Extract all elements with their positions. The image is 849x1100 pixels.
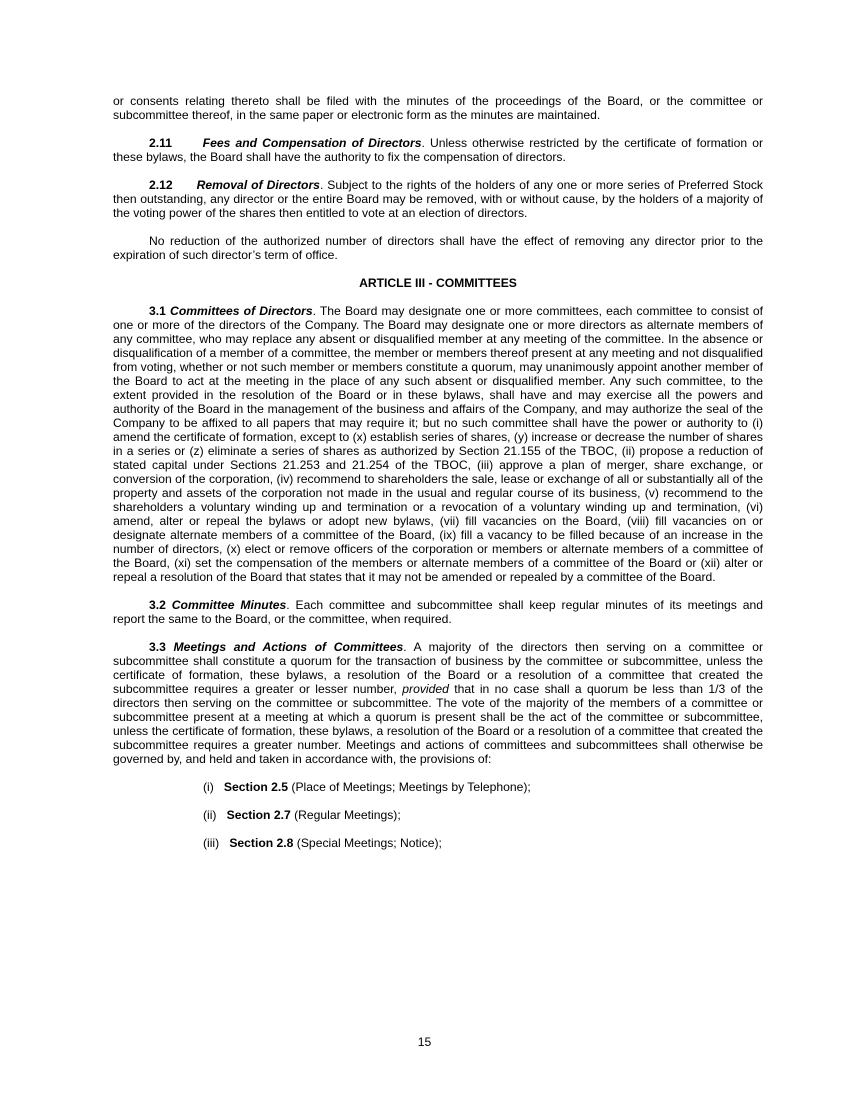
list-section-ref: Section 2.8: [229, 836, 294, 850]
article-title: ARTICLE III - COMMITTEES: [359, 276, 517, 290]
section-number: 2.11: [149, 136, 172, 150]
list-marker: (ii): [203, 808, 217, 822]
list-section-ref: Section 2.7: [226, 808, 291, 822]
section-3-3: [113, 640, 763, 766]
section-body-part-b: that in no case shall a quorum be less than 1/3 of the directors then serving on the committee or subcommittee. The vote of the majority of the members of a committee or subcommittee present at a meeting at which a quorum is present shall be the act of the committee or subcommittee, unless the certificate of formation, these bylaws, a resolution of the Board or a resolution of a committee that created the subcommittee requires a greater number. Meetings and actions of committees and subcommittees shall otherwise be governed by, and held and taken in accordance with, the provisions of:: [113, 682, 764, 766]
section-number: 3.1: [149, 304, 166, 318]
section-heading: Committee Minutes: [171, 598, 287, 612]
list-description: (Regular Meetings);: [290, 808, 401, 822]
section-3-2: [113, 598, 763, 626]
list-marker: (i): [203, 780, 214, 794]
list-item: [203, 780, 763, 794]
section-2-12-paragraph-2: No reduction of the authorized number of directors shall have the effect of removing any director prior to the expiration of such director’s term of office.: [113, 234, 763, 262]
section-body: . Each committee and subcommittee shall keep regular minutes of its meetings and report the same to the Board, or the committee, when required.: [113, 598, 763, 626]
section-2-12: [113, 178, 763, 220]
list-marker: (iii): [203, 836, 220, 850]
section-heading: Removal of Directors: [196, 178, 320, 192]
section-number: 3.2: [149, 598, 166, 612]
section-body: . Subject to the rights of the holders of any one or more series of Preferred Stock then outstanding, any director or the entire Board may be removed, with or without cause, by the holders of a majority of the voting power of the shares then entitled to vote at an election of directors.: [113, 178, 763, 220]
list-item: [203, 836, 763, 850]
section-heading: Committees of Directors: [170, 304, 313, 318]
page-number: 15: [417, 1035, 432, 1049]
section-body-part-a: . A majority of the directors then serving on a committee or subcommittee shall constitute a quorum for the transaction of business by the committee or subcommittee, unless the certificate of formation, these bylaws, a resolution of the Board or a resolution of a committee that created the subcommittee requires a greater or lesser number,: [113, 640, 763, 696]
section-heading: Fees and Compensation of Directors: [202, 136, 422, 150]
list-section-ref: Section 2.5: [223, 780, 289, 794]
section-number: 3.3: [149, 640, 166, 654]
list-description: (Place of Meetings; Meetings by Telephone);: [288, 780, 531, 794]
document-page: [113, 94, 763, 850]
section-3-1: [113, 304, 763, 584]
list-description: (Special Meetings; Notice);: [293, 836, 442, 850]
section-2-11: [113, 136, 763, 164]
provided-term: provided: [402, 682, 449, 696]
section-number: 2.12: [149, 178, 173, 192]
section-heading: Meetings and Actions of Committees: [173, 640, 404, 654]
section-body: . The Board may designate one or more committees, each committee to consist of one or more of the directors of the Company. The Board may designate one or more directors as alternate members of any committee, who may replace any absent or disqualified member at any meeting of the committee. In the absence or disqualification of a member of a committee, the member or members thereof present at any meeting and not disqualified from voting, whether or not such member or members constitute a quorum, may unanimously appoint another member of the Board to act at the meeting in the place of any such absent or disqualified member. Any such committee, to the extent provided in the resolution of the Board or in these bylaws, shall have and may exercise all the powers and authority of the Board in the management of the business and affairs of the Company, and may authorize the seal of the Company to be affixed to all papers that may require it; but no such committee shall have the power or authority to (i) amend the certificate of formation, except to (x) establish series of shares, (y) increase or decrease the number of shares in a series or (z) eliminate a series of shares as authorized by Section 21.155 of the TBOC, (ii) propose a reduction of stated capital under Sections 21.253 and 21.254 of the TBOC, (iii) approve a plan of merger, share exchange, or conversion of the corporation, (iv) recommend to shareholders the sale, lease or exchange of all or substantially all of the property and assets of the corporation not made in the usual and regular course of its business, (v) recommend to the shareholders a voluntary winding up and termination or a revocation of a voluntary winding up and termination, (vi) amend, alter or repeal the bylaws or adopt new bylaws, (vii) fill vacancies on the Board, (viii) fill vacancies on or designate alternate members of a committee of the Board, (ix) fill a vacancy to be filled because of an increase in the number of directors, (x) elect or remove officers of the corporation or members or alternate members of a committee of the Board, (xi) set the compensation of the members or alternate members of a committee of the Board or (xii) alter or repeal a resolution of the Board that states that it may not be amended or repealed by a committee of the Board.: [113, 304, 764, 584]
intro-paragraph: or consents relating thereto shall be filed with the minutes of the proceedings of the Board, or the committee or subcommittee thereof, in the same paper or electronic form as the minutes are maintained.: [113, 94, 763, 122]
section-body: . Unless otherwise restricted by the certificate of formation or these bylaws, the Board shall have the authority to fix the compensation of directors.: [113, 136, 764, 164]
list-item: [203, 808, 763, 822]
